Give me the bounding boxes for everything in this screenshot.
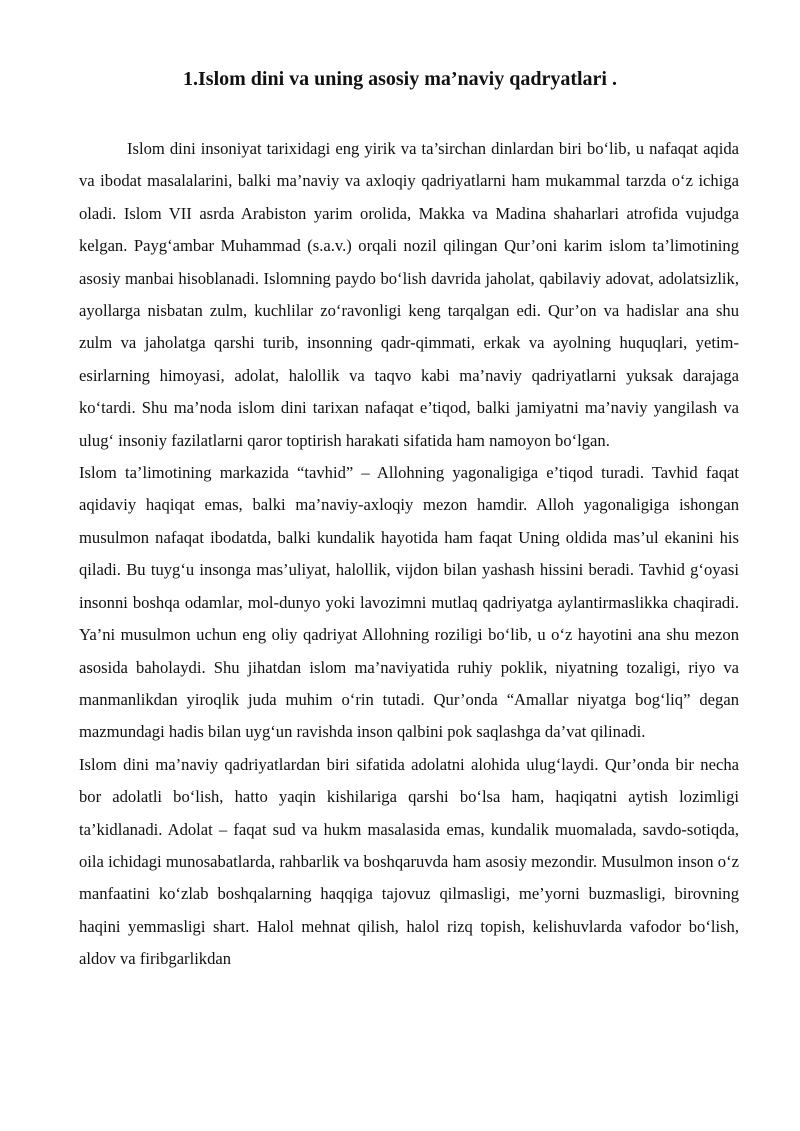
page-title: 1.Islom dini va uning asosiy ma’naviy qadryatlari . (183, 68, 617, 90)
paragraph-1: Islom dini insoniyat tarixidagi eng yirik va ta’sirchan dinlardan biri bo‘lib, u nafaqat aqida va ibodat masalalarini, balki ma’naviy va axloqiy qadriyatlarni ham mukammal tarzda o‘z ichiga oladi. Islom VII asrda Arabiston yarim orolida, Makka va Madina shaharlari atrofida vujudga kelgan. Payg‘ambar Muhammad (s.a.v.) orqali nozil qilingan Qur’oni karim islom ta’limotining asosiy manbai hisoblanadi. Islomning paydo bo‘lish davrida jaholat, qabilaviy adovat, adolatsizlik, ayollarga nisbatan zulm, kuchlilar zo‘ravonligi keng tarqalgan edi. Qur’on va hadislar ana shu zulm va jaholatga qarshi turib, insonning qadr-qimmati, erkak va ayolning huquqlari, yetim-esirlarning himoyasi, adolat, halollik va taqvo kabi ma’naviy qadriyatlarni yuksak darajaga ko‘tardi. Shu ma’noda islom dini tarixan nafaqat e’tiqod, balki jamiyatni ma’naviy yangilash va ulug‘ insoniy fazilatlarni qaror toptirish harakati sifatida ham namoyon bo‘lgan. (79, 139, 739, 450)
document-body (79, 133, 739, 976)
paragraph-2: Islom ta’limotining markazida “tavhid” – Allohning yagonaligiga e’tiqod turadi. Tavhid faqat aqidaviy haqiqat emas, balki ma’naviy-axloqiy mezon hamdir. Alloh yagonaligiga ishongan musulmon nafaqat ibodatda, balki kundalik hayotida ham faqat Uning oldida mas’ul ekanini his qiladi. Bu tuyg‘u insonga mas’uliyat, halollik, vijdon bilan yashash hissini beradi. Tavhid g‘oyasi insonni boshqa odamlar, mol-dunyo yoki lavozimni mutlaq qadriyatga aylantirmaslikka chaqiradi. Ya’ni musulmon uchun eng oliy qadriyat Allohning roziligi bo‘lib, u o‘z hayotini ana shu mezon asosida baholaydi. Shu jihatdan islom ma’naviyatida ruhiy poklik, niyatning tozaligi, riyo va manmanlikdan yiroqlik juda muhim o‘rin tutadi. Qur’onda “Amallar niyatga bog‘liq” degan mazmundagi hadis bilan uyg‘un ravishda inson qalbini pok saqlashga da’vat qilinadi. (79, 463, 739, 742)
paragraph-3: Islom dini ma’naviy qadriyatlardan biri sifatida adolatni alohida ulug‘laydi. Qur’onda bir necha bor adolatli bo‘lish, hatto yaqin kishilariga qarshi bo‘lsa ham, haqiqatni aytish lozimligi ta’kidlanadi. Adolat – faqat sud va hukm masalasida emas, kundalik muomalada, savdo-sotiqda, oila ichidagi munosabatlarda, rahbarlik va boshqaruvda ham asosiy mezondir. Musulmon inson o‘z manfaatini ko‘zlab boshqalarning haqqiga tajovuz qilmasligi, me’yorni buzmasligi, birovning haqini yemmasligi shart. Halol mehnat qilish, halol rizq topish, kelishuvlarda vafodor bo‘lish, aldov va firibgarlikdan (79, 754, 739, 969)
